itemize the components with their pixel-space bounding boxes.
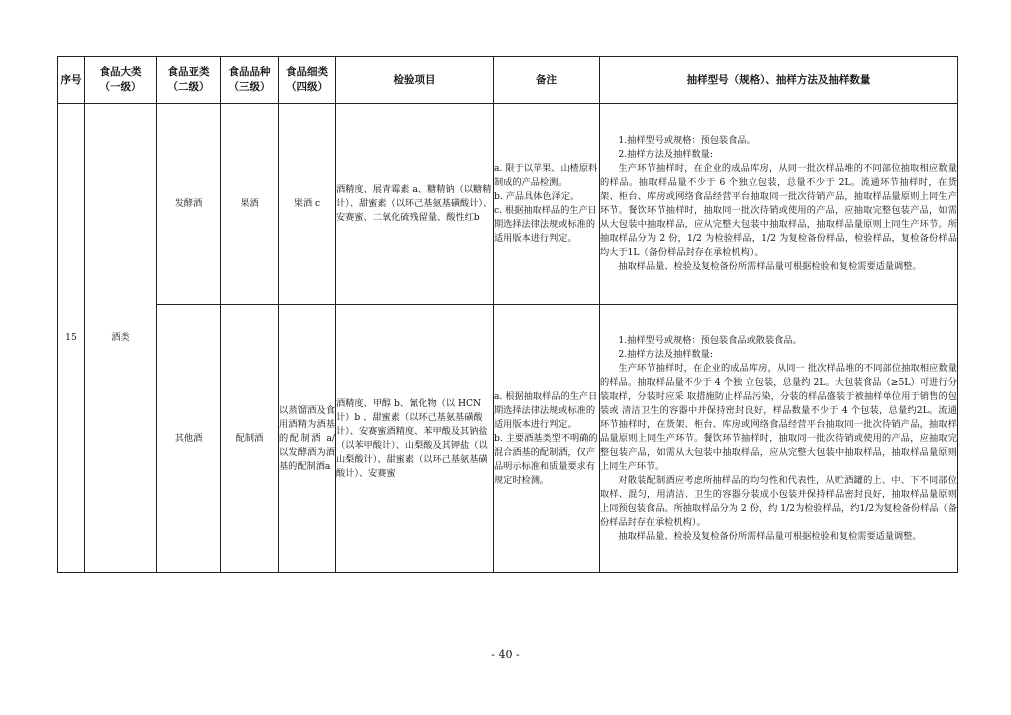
header-items: 检验项目 — [336, 57, 494, 104]
note-line: b. 产品具体色泽定。 — [494, 191, 580, 202]
header-cat4: 食品细类 （四级） — [279, 57, 336, 104]
subcategory-cell: 其他酒 — [157, 305, 221, 573]
note-line: c. 根据抽取样品的生产日期选择法律法规或标准的适用版本进行判定。 — [494, 205, 597, 244]
variety-cell: 配制酒 — [221, 305, 279, 573]
method-paragraph: 1.抽样型号或规格：预包装食品或散装食品。 — [618, 334, 802, 346]
method-paragraph: 2.抽样方法及抽样数量: — [618, 149, 713, 160]
header-row — [58, 57, 958, 104]
method-paragraph: 生产环节抽样时，在企业的成品库房，从同一批次样品堆的不同部位抽取相应数量的样品。抽取样品量不少于 6 个独立包装，总量不少于 2L。流通环节抽样时，在货架、柜台、库房或网络食品经营平台抽取同一批次待销产品，抽取样品量原则上同生产环节。餐饮环节抽样时，抽取同一批次待销或使用的产品，应抽取完整包装产品，如需从大包装中抽取样品，应从完整大包装中抽取样品，抽取样品量原则上同生产环节。所抽取样品分为 2 份，1/2 为检验样品，1/2 为复检备份样品，检验样品，复检备份样品均大于1L（备份样品封存在承检机构）。 — [600, 163, 957, 258]
detail-cell: 果酒 c — [279, 104, 336, 305]
method-paragraph: 抽取样品量、检验及复检备份所需样品量可根据检验和复检需要适量调整。 — [618, 530, 922, 542]
notes-cell — [494, 104, 600, 305]
header-method: 抽样型号（规格）、抽样方法及抽样数量 — [600, 57, 958, 104]
detail-cell: 以蒸馏酒及食用酒精为酒基的配制酒 a/以发酵酒为酒基的配制酒a — [279, 305, 336, 573]
method-paragraph: 1.抽样型号或规格：预包装食品。 — [618, 135, 756, 146]
method-cell — [600, 305, 958, 573]
note-line: a. 根据抽取样品的生产日期选择法律法规或标准的适用版本进行判定。 — [494, 390, 598, 430]
category-cell: 酒类 — [85, 104, 157, 573]
method-paragraph: 2.抽样方法及抽样数量: — [618, 348, 713, 360]
page-number: - 40 - — [491, 648, 520, 661]
header-notes: 备注 — [494, 57, 600, 104]
table-row — [58, 305, 958, 573]
method-paragraph: 对散装配制酒应考虑所抽样品的均匀性和代表性，从贮酒罐的上、中、下不同部位取样、混匀，用清洁、卫生的容器分装成小包装并保持样品密封良好，抽取样品量原则上同预包装食品。所抽取样品分为 2 份，约 1/2为检验样品，约1/2为复检备份样品（备 份样品封存在承检机构）。 — [600, 474, 957, 528]
note-line: b. 主要酒基类型不明确的混合酒基的配制酒，仅产品明示标准和质量要求有规定时检测。 — [494, 432, 598, 486]
seq-cell: 15 — [58, 104, 85, 573]
table-row — [58, 104, 958, 305]
method-paragraph: 抽取样品量、检验及复检备份所需样品量可根据检验和复检需要适量调整。 — [618, 261, 922, 272]
header-cat2: 食品亚类 （二级） — [157, 57, 221, 104]
items-cell: 酒精度、甲醇 b、氰化物（以 HCN 计）b 、甜蜜素（以环己基氨基磺酸计）、安赛蜜酒精度、苯甲酸及其钠盐（以苯甲酸计）、山梨酸及其钾盐（以山梨酸计）、甜蜜素（以环己基氨基磺酸计）、安赛蜜 — [336, 305, 494, 573]
notes-cell — [494, 305, 600, 573]
method-paragraph: 生产环节抽样时，在企业的成品库房，从同一 批次样品堆的不同部位抽取相应数量的样品。抽取样品量不少于 4 个独 立包装，总量约 2L。大包装食品（≥5L）可进行分装取样，分装时应采 取措施防止样品污染，分装的样品盛装于被抽样单位用于销售的包装或 清洁卫生的容器中并保持密封良好，样品数量不少于 4 个包装，总量约2L。流通环节抽样时，在货架、柜台、库房或网络食品经营平台抽取同一批次待销产品，抽取样品量原则上同生产环节。餐饮环节抽样时，抽取同一批次待销或使用的产品，应抽取完整包装产品，如需从大包装中抽取样品，应从完整大包装中抽取样品，抽取样品量原则上同生产环节。 — [600, 362, 957, 472]
note-line: a. 限于以苹果、山楂原料制成的产品检测。 — [494, 163, 598, 188]
items-cell: 酒精度、展青霉素 a、糖精钠（以糖精计）、甜蜜素（以环己基氨基磺酸计）、安赛蜜、二氧化硫残留量、酸性红b — [336, 104, 494, 305]
subcategory-cell: 发酵酒 — [157, 104, 221, 305]
variety-cell: 果酒 — [221, 104, 279, 305]
header-seq: 序号 — [58, 57, 85, 104]
method-cell — [600, 104, 958, 305]
sampling-table — [57, 56, 958, 573]
header-cat1: 食品大类 （一级） — [85, 57, 157, 104]
header-cat3: 食品品种 （三级） — [221, 57, 279, 104]
